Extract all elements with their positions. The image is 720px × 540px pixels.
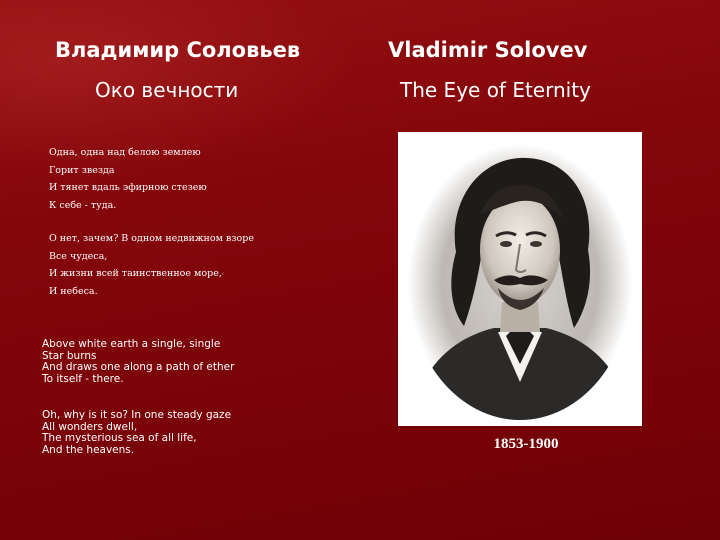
poem-line: All wonders dwell, [42,420,138,433]
poem-line: Одна, одна над белою землею [49,147,201,158]
portrait-frame [398,132,642,426]
poem-line: О нет, зачем? В одном недвижном взоре [49,233,254,244]
poem-line: Above white earth a single, single [42,338,221,350]
subtitle-en: The Eye of Eternity [400,78,591,102]
poem-line: И жизни всей таинственное море, [49,268,222,279]
life-dates: 1853-1900 [493,436,559,452]
poem-line: To itself - there. [42,372,124,385]
poem-line: And draws one along a path of ether [42,361,235,374]
portrait-photo-icon [398,132,642,426]
title-ru: Владимир Соловьев [55,38,301,62]
poem-en-stanza-1 [42,339,234,385]
title-en: Vladimir Solovev [388,38,588,62]
poem-line: Все чудеса, [49,250,108,262]
subtitle-ru: Око вечности [95,78,239,102]
poem-en-stanza-2 [42,410,231,456]
poem-line: И тянет вдаль эфирною стезею [49,182,207,193]
poem-line: Горит звезда [49,164,115,176]
poem-line: И небеса. [49,285,98,297]
poem-line: Star burns [42,349,97,362]
poem-line: Oh, why is it so? In one steady gaze [42,409,232,421]
poem-line: The mysterious sea of all life, [42,432,197,445]
poem-line: And the heavens. [42,443,135,456]
poem-ru-stanza-2 [49,230,254,300]
poem-ru-stanza-1 [49,144,207,214]
poem-line: К себе - туда. [49,199,117,211]
